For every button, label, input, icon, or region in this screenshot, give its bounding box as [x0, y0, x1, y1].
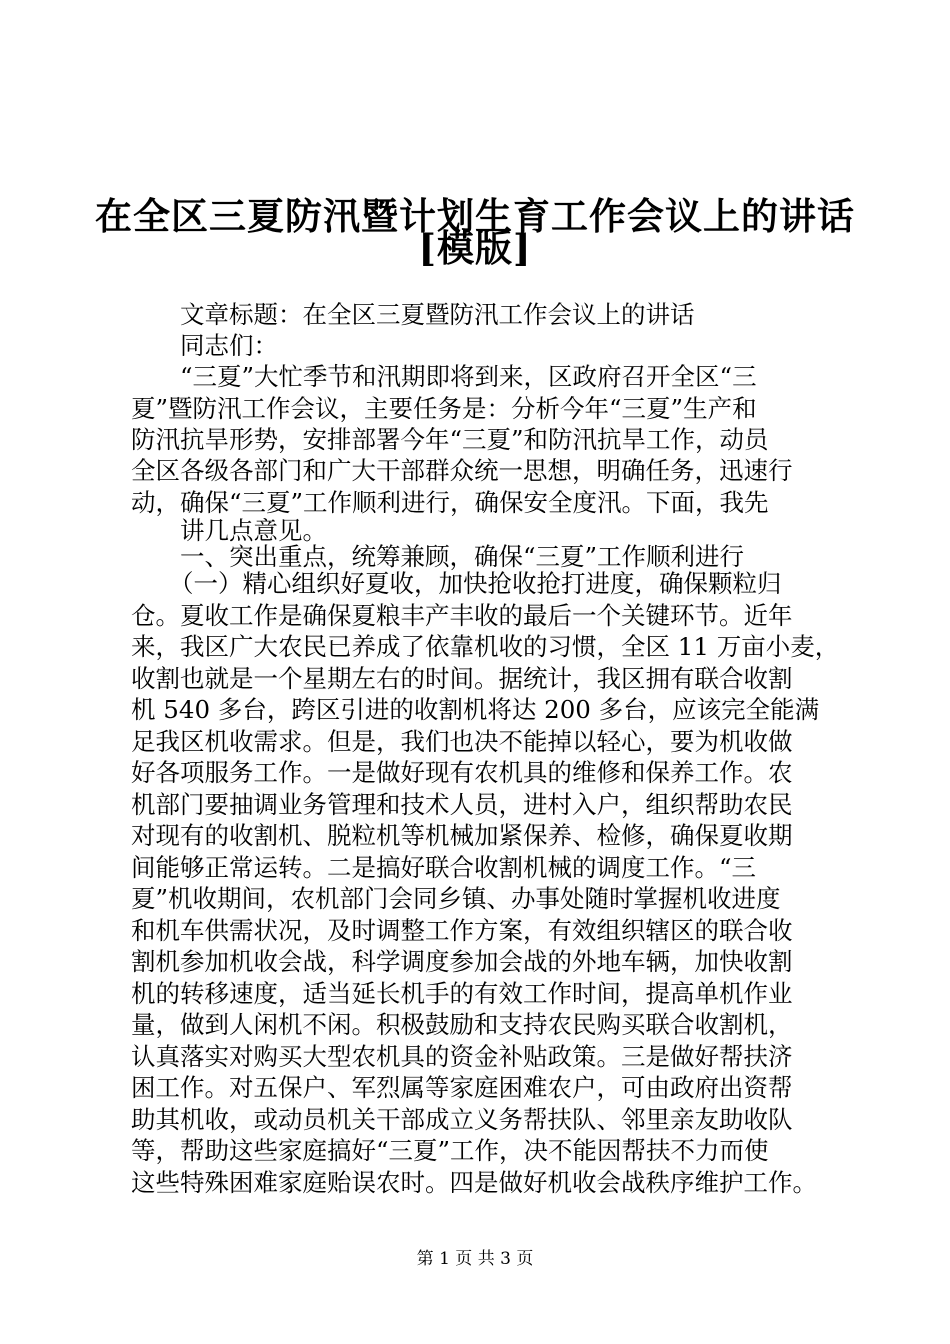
body-line: 讲几点意见。 — [180, 516, 327, 545]
body-line: 足我区机收需求。但是，我们也决不能掉以轻心，要为机收做 — [131, 727, 793, 756]
body-line: 来，我区广大农民已养成了依靠机收的习惯，全区 11 万亩小麦， — [131, 632, 840, 661]
body-line: 对现有的收割机、脱粒机等机械加紧保养、检修，确保夏收期 — [131, 821, 793, 850]
body-line: 收割也就是一个星期左右的时间。据统计，我区拥有联合收割 — [131, 664, 793, 693]
body-line: 防汛抗旱形势，安排部署今年“三夏”和防汛抗旱工作，动员 — [131, 425, 769, 454]
article-title-line: 文章标题：在全区三夏暨防汛工作会议上的讲话 — [180, 300, 695, 329]
body-line: 好各项服务工作。一是做好现有农机具的维修和保养工作。农 — [131, 758, 793, 787]
body-line: 割机参加机收会战，科学调度参加会战的外地车辆，加快收割 — [131, 947, 793, 976]
body-line: “三夏”大忙季节和汛期即将到来，区政府召开全区“三 — [180, 362, 757, 391]
body-line: 等，帮助这些家庭搞好“三夏”工作，决不能因帮扶不力而使 — [131, 1136, 769, 1165]
body-line: 这些特殊困难家庭贻误农时。四是做好机收会战秩序维护工作。 — [131, 1168, 817, 1197]
body-line: 夏”机收期间，农机部门会同乡镇、办事处随时掌握机收进度 — [131, 884, 781, 913]
document-title-line-2: [模版] — [418, 226, 532, 270]
document-title-line-1: 在全区三夏防汛暨计划生育工作会议上的讲话 — [95, 194, 855, 238]
body-line: 和机车供需状况，及时调整工作方案，有效组织辖区的联合收 — [131, 916, 793, 945]
salutation: 同志们： — [180, 331, 278, 360]
body-line: 助其机收，或动员机关干部成立义务帮扶队、邻里亲友助收队 — [131, 1105, 793, 1134]
body-line: 间能够正常运转。二是搞好联合收割机械的调度工作。“三 — [131, 853, 757, 882]
body-line: 机 540 多台，跨区引进的收割机将达 200 多台，应该完全能满 — [131, 695, 820, 724]
body-line: 量，做到人闲机不闲。积极鼓励和支持农民购买联合收割机， — [131, 1010, 793, 1039]
body-line: 机的转移速度，适当延长机手的有效工作时间，提高单机作业 — [131, 979, 793, 1008]
body-line: 全区各级各部门和广大干部群众统一思想，明确任务，迅速行 — [131, 456, 793, 485]
subsection-heading: （一）精心组织好夏收，加快抢收抢打进度，确保颗粒归 — [169, 569, 782, 598]
page-number-footer: 第 1 页 共 3 页 — [416, 1249, 534, 1269]
body-line: 困工作。对五保户、军烈属等家庭困难农户，可由政府出资帮 — [131, 1073, 793, 1102]
body-line: 认真落实对购买大型农机具的资金补贴政策。三是做好帮扶济 — [131, 1042, 793, 1071]
body-line: 夏”暨防汛工作会议，主要任务是：分析今年“三夏”生产和 — [131, 394, 757, 423]
section-heading: 一、突出重点，统筹兼顾，确保“三夏”工作顺利进行 — [180, 542, 745, 571]
body-line: 动，确保“三夏”工作顺利进行，确保安全度汛。下面，我先 — [131, 488, 769, 517]
body-line: 仓。夏收工作是确保夏粮丰产丰收的最后一个关键环节。近年 — [131, 601, 793, 630]
body-line: 机部门要抽调业务管理和技术人员，进村入户，组织帮助农民 — [131, 790, 793, 819]
